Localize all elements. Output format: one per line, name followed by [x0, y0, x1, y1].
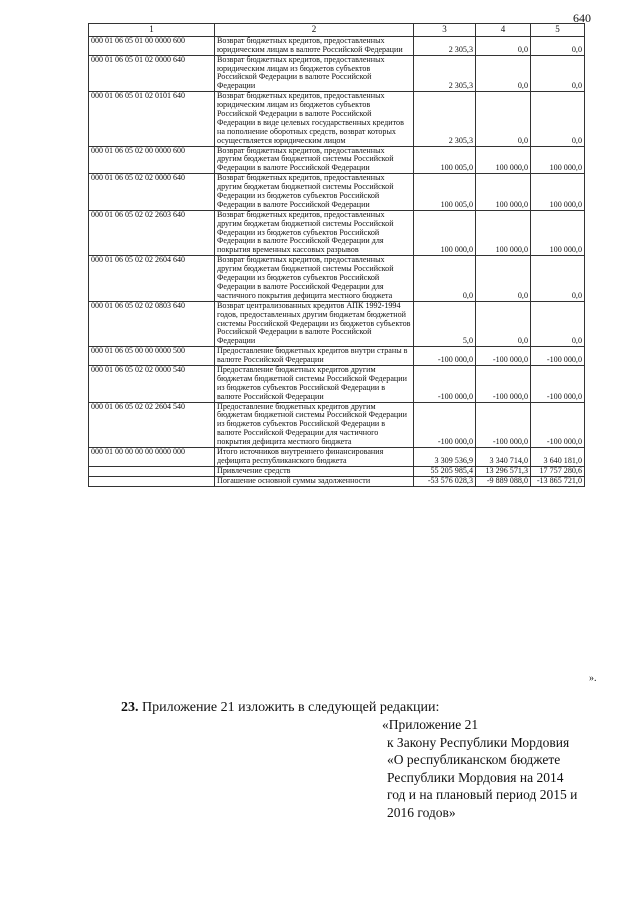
row-value-col3: 2 305,3 — [414, 55, 476, 92]
table-header-row — [89, 24, 585, 37]
row-value-col4: -9 889 088,0 — [476, 476, 531, 486]
appendix-line: «Приложение 21 — [382, 717, 479, 732]
budget-sources-table — [88, 23, 585, 487]
row-value-col5: 17 757 280,6 — [531, 466, 585, 476]
row-code: 000 01 06 05 01 00 0000 600 — [89, 36, 215, 55]
row-value-col3: -100 000,0 — [414, 347, 476, 366]
point-text: Приложение 21 изложить в следующей редакции: — [142, 700, 440, 715]
row-code: 000 01 06 05 02 02 2603 640 — [89, 210, 215, 255]
row-name: Возврат бюджетных кредитов, предоставленных другим бюджетам бюджетной системы Российской Федерации из бюджетов субъектов Российской Федерации в валюте Российской Федерации — [215, 174, 414, 211]
table-body — [89, 36, 585, 486]
table-row — [89, 146, 585, 174]
appendix-line: 2016 годов» — [387, 804, 456, 820]
row-code: 000 01 06 05 00 00 0000 500 — [89, 347, 215, 366]
table-row — [89, 301, 585, 346]
row-name: Возврат бюджетных кредитов, предоставленных другим бюджетам бюджетной системы Российской Федерации в валюте Российской Федерации — [215, 146, 414, 174]
row-value-col3: -100 000,0 — [414, 365, 476, 402]
row-value-col4: 100 000,0 — [476, 174, 531, 211]
row-value-col4: -100 000,0 — [476, 402, 531, 447]
row-name: Погашение основной суммы задолженности — [215, 476, 414, 486]
appendix-line: Республики Мордовия на 2014 — [387, 769, 564, 785]
row-value-col5: 0,0 — [531, 92, 585, 146]
row-name: Предоставление бюджетных кредитов другим бюджетам бюджетной системы Российской Федерации из бюджетов субъектов Российской Федерации в валюте Российской Федерации — [215, 365, 414, 402]
row-code — [89, 466, 215, 476]
row-value-col4: 0,0 — [476, 55, 531, 92]
appendix-line: год и на плановый период 2015 и — [387, 787, 578, 803]
row-value-col4: 3 340 714,0 — [476, 447, 531, 466]
row-value-col4: 0,0 — [476, 92, 531, 146]
row-value-col5: -100 000,0 — [531, 402, 585, 447]
header-col-5: 5 — [531, 24, 585, 37]
row-value-col5: 100 000,0 — [531, 146, 585, 174]
table-row — [89, 447, 585, 466]
row-name: Возврат бюджетных кредитов, предоставленных другим бюджетам бюджетной системы Российской Федерации из бюджетов субъектов Российской Федерации в валюте Российской Федерации для частичного покрытия дефицита местного бюджета — [215, 256, 414, 301]
row-name: Итого источников внутреннего финансирования дефицита республиканского бюджета — [215, 447, 414, 466]
row-code: 000 01 06 05 02 00 0000 600 — [89, 146, 215, 174]
row-value-col3: -100 000,0 — [414, 402, 476, 447]
row-name: Возврат бюджетных кредитов, предоставленных юридическим лицам из бюджетов субъектов Российской Федерации в валюте Российской Федерации в виде целевых государственных кредитов на пополнение оборотных средств, возврат которых осуществляется юридическим лицом — [215, 92, 414, 146]
row-code: 000 01 06 05 02 02 2604 640 — [89, 256, 215, 301]
row-value-col5: -100 000,0 — [531, 347, 585, 366]
table-row — [89, 402, 585, 447]
row-value-col3: -53 576 028,3 — [414, 476, 476, 486]
appendix-header — [382, 716, 577, 821]
row-value-col4: 13 296 571,3 — [476, 466, 531, 476]
row-name: Привлечение средств — [215, 466, 414, 476]
row-code: 000 01 06 05 02 02 0000 540 — [89, 365, 215, 402]
appendix-line: «О республиканском бюджете — [387, 752, 561, 768]
row-value-col3: 2 305,3 — [414, 92, 476, 146]
table-row — [89, 256, 585, 301]
row-name: Возврат бюджетных кредитов, предоставленных юридическим лицам из бюджетов субъектов Российской Федерации в валюте Российской Федерации — [215, 55, 414, 92]
header-col-1: 1 — [89, 24, 215, 37]
row-value-col3: 100 005,0 — [414, 146, 476, 174]
table-row — [89, 210, 585, 255]
closing-quote-mark: ». — [589, 673, 597, 684]
table-row — [89, 365, 585, 402]
table-row — [89, 55, 585, 92]
row-value-col3: 2 305,3 — [414, 36, 476, 55]
amendment-point — [121, 700, 439, 716]
table-row — [89, 36, 585, 55]
row-value-col4: 100 000,0 — [476, 210, 531, 255]
row-code — [89, 476, 215, 486]
row-code: 000 01 06 05 01 02 0000 640 — [89, 55, 215, 92]
row-value-col5: 0,0 — [531, 36, 585, 55]
row-name: Возврат бюджетных кредитов, предоставленных другим бюджетам бюджетной системы Российской Федерации из бюджетов субъектов Российской Федерации в валюте Российской Федерации для покрытия временных кассовых разрывов — [215, 210, 414, 255]
row-code: 000 01 00 00 00 00 0000 000 — [89, 447, 215, 466]
header-col-4: 4 — [476, 24, 531, 37]
row-code: 000 01 06 05 02 02 0000 640 — [89, 174, 215, 211]
appendix-line: к Закону Республики Мордовия — [387, 734, 570, 750]
table-row — [89, 347, 585, 366]
row-value-col4: 0,0 — [476, 36, 531, 55]
row-code: 000 01 06 05 02 02 0803 640 — [89, 301, 215, 346]
row-value-col3: 55 205 985,4 — [414, 466, 476, 476]
row-value-col3: 100 005,0 — [414, 174, 476, 211]
row-value-col5: 0,0 — [531, 55, 585, 92]
row-value-col4: 0,0 — [476, 301, 531, 346]
header-col-2: 2 — [215, 24, 414, 37]
page-number: 640 — [573, 11, 591, 25]
row-value-col4: -100 000,0 — [476, 347, 531, 366]
row-name: Возврат бюджетных кредитов, предоставленных юридическим лицам в валюте Российской Федерации — [215, 36, 414, 55]
row-value-col5: 3 640 181,0 — [531, 447, 585, 466]
row-value-col3: 100 000,0 — [414, 210, 476, 255]
row-value-col5: 0,0 — [531, 301, 585, 346]
row-value-col5: -100 000,0 — [531, 365, 585, 402]
row-name: Возврат централизованных кредитов АПК 1992-1994 годов, предоставленных другим бюджетам бюджетной системы Российской Федерации из бюджетов субъектов Российской Федерации в валюте Российской Федерации — [215, 301, 414, 346]
row-value-col4: -100 000,0 — [476, 365, 531, 402]
row-value-col3: 5,0 — [414, 301, 476, 346]
row-value-col5: -13 865 721,0 — [531, 476, 585, 486]
row-name: Предоставление бюджетных кредитов другим бюджетам бюджетной системы Российской Федерации из бюджетов субъектов Российской Федерации в валюте Российской Федерации для частичного покрытия дефицита местного бюджета — [215, 402, 414, 447]
header-col-3: 3 — [414, 24, 476, 37]
table-row — [89, 466, 585, 476]
table-row — [89, 174, 585, 211]
row-code: 000 01 06 05 01 02 0101 640 — [89, 92, 215, 146]
row-value-col4: 0,0 — [476, 256, 531, 301]
row-name: Предоставление бюджетных кредитов внутри страны в валюте Российской Федерации — [215, 347, 414, 366]
row-value-col5: 100 000,0 — [531, 174, 585, 211]
row-value-col5: 0,0 — [531, 256, 585, 301]
row-value-col3: 0,0 — [414, 256, 476, 301]
table-row — [89, 92, 585, 146]
row-code: 000 01 06 05 02 02 2604 540 — [89, 402, 215, 447]
row-value-col4: 100 000,0 — [476, 146, 531, 174]
row-value-col3: 3 309 536,9 — [414, 447, 476, 466]
table-row — [89, 476, 585, 486]
row-value-col5: 100 000,0 — [531, 210, 585, 255]
point-number: 23. — [121, 700, 139, 715]
